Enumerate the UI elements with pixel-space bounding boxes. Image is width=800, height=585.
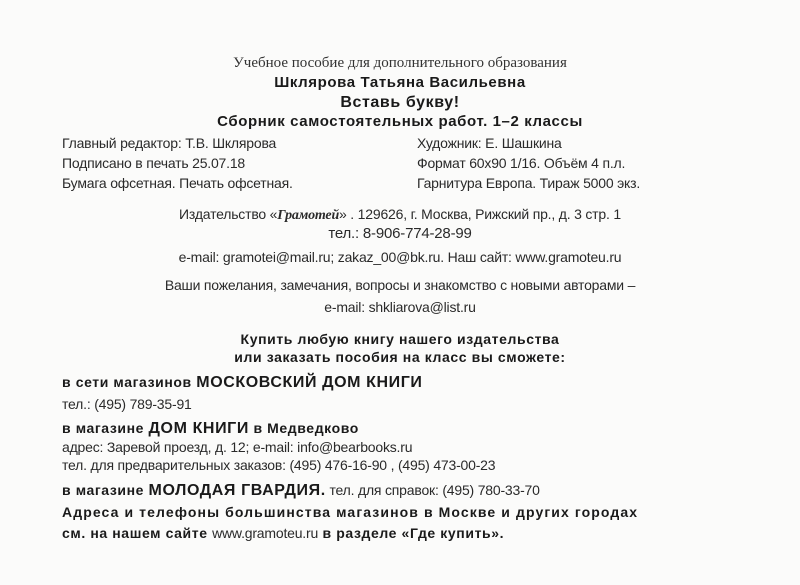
book-subtitle: Сборник самостоятельных работ. 1–2 классы — [217, 113, 583, 130]
store-1-phone: тел.: (495) 789-35-91 — [62, 396, 192, 412]
publisher-logo: Грамотей — [277, 208, 340, 223]
footer-line-2-prefix: см. на нашем сайте — [62, 525, 213, 541]
store-3-prefix: в магазине — [62, 482, 149, 498]
signed-date: Подписано в печать 25.07.18 — [62, 155, 245, 171]
publisher-phone: тел.: 8-906-774-28-99 — [328, 225, 472, 242]
print-run: Гарнитура Европа. Тираж 5000 экз. — [417, 175, 641, 191]
buy-heading-1: Купить любую книгу нашего издательства — [240, 331, 560, 347]
footer-line-1: Адреса и телефоны большинства магазинов в Москве и других городах — [62, 504, 639, 520]
series-line: Учебное пособие для дополнительного образования — [233, 55, 567, 71]
footer-site: www.gramoteu.ru — [212, 525, 319, 541]
wishes-email: e-mail: shkliarova@list.ru — [324, 299, 476, 315]
artist: Художник: Е. Шашкина — [417, 135, 562, 151]
store-1-name: МОСКОВСКИЙ ДОМ КНИГИ — [196, 374, 423, 391]
footer-line-2-suffix: в разделе «Где купить». — [318, 525, 505, 541]
store-2-suffix: в Медведково — [248, 420, 359, 436]
store-1 — [62, 373, 423, 392]
store-3-name: МОЛОДАЯ ГВАРДИЯ. — [148, 482, 326, 499]
wishes-text: Ваши пожелания, замечания, вопросы и знакомство с новыми авторами – — [164, 277, 636, 293]
store-1-prefix: в сети магазинов — [62, 374, 197, 390]
store-2-prefix: в магазине — [62, 420, 149, 436]
store-3-phone: тел. для справок: (495) 780-33-70 — [325, 482, 540, 498]
store-2 — [62, 419, 359, 438]
publisher-prefix: Издательство « — [179, 206, 278, 222]
store-2-address: адрес: Заревой проезд, д. 12; e-mail: info@bearbooks.ru — [62, 439, 413, 455]
store-2-phone: тел. для предварительных заказов: (495) 476-16-90 , (495) 473-00-23 — [62, 457, 496, 473]
footer-line-2 — [62, 524, 504, 542]
store-3 — [62, 481, 540, 500]
book-title: Вставь букву! — [340, 94, 460, 111]
chief-editor: Главный редактор: Т.В. Шклярова — [62, 135, 277, 151]
publisher-address — [0, 205, 800, 225]
author: Шклярова Татьяна Васильевна — [274, 74, 526, 91]
paper-info: Бумага офсетная. Печать офсетная. — [62, 175, 293, 191]
publisher-address-text: » . 129626, г. Москва, Рижский пр., д. 3 стр. 1 — [339, 206, 621, 222]
buy-heading-2: или заказать пособия на класс вы сможете: — [234, 349, 566, 365]
store-2-name: ДОМ КНИГИ — [148, 420, 249, 437]
publisher-contacts: e-mail: gramotei@mail.ru; zakaz_00@bk.ru. Наш сайт: www.gramoteu.ru — [178, 249, 622, 265]
format: Формат 60х90 1/16. Объём 4 п.л. — [417, 155, 626, 171]
